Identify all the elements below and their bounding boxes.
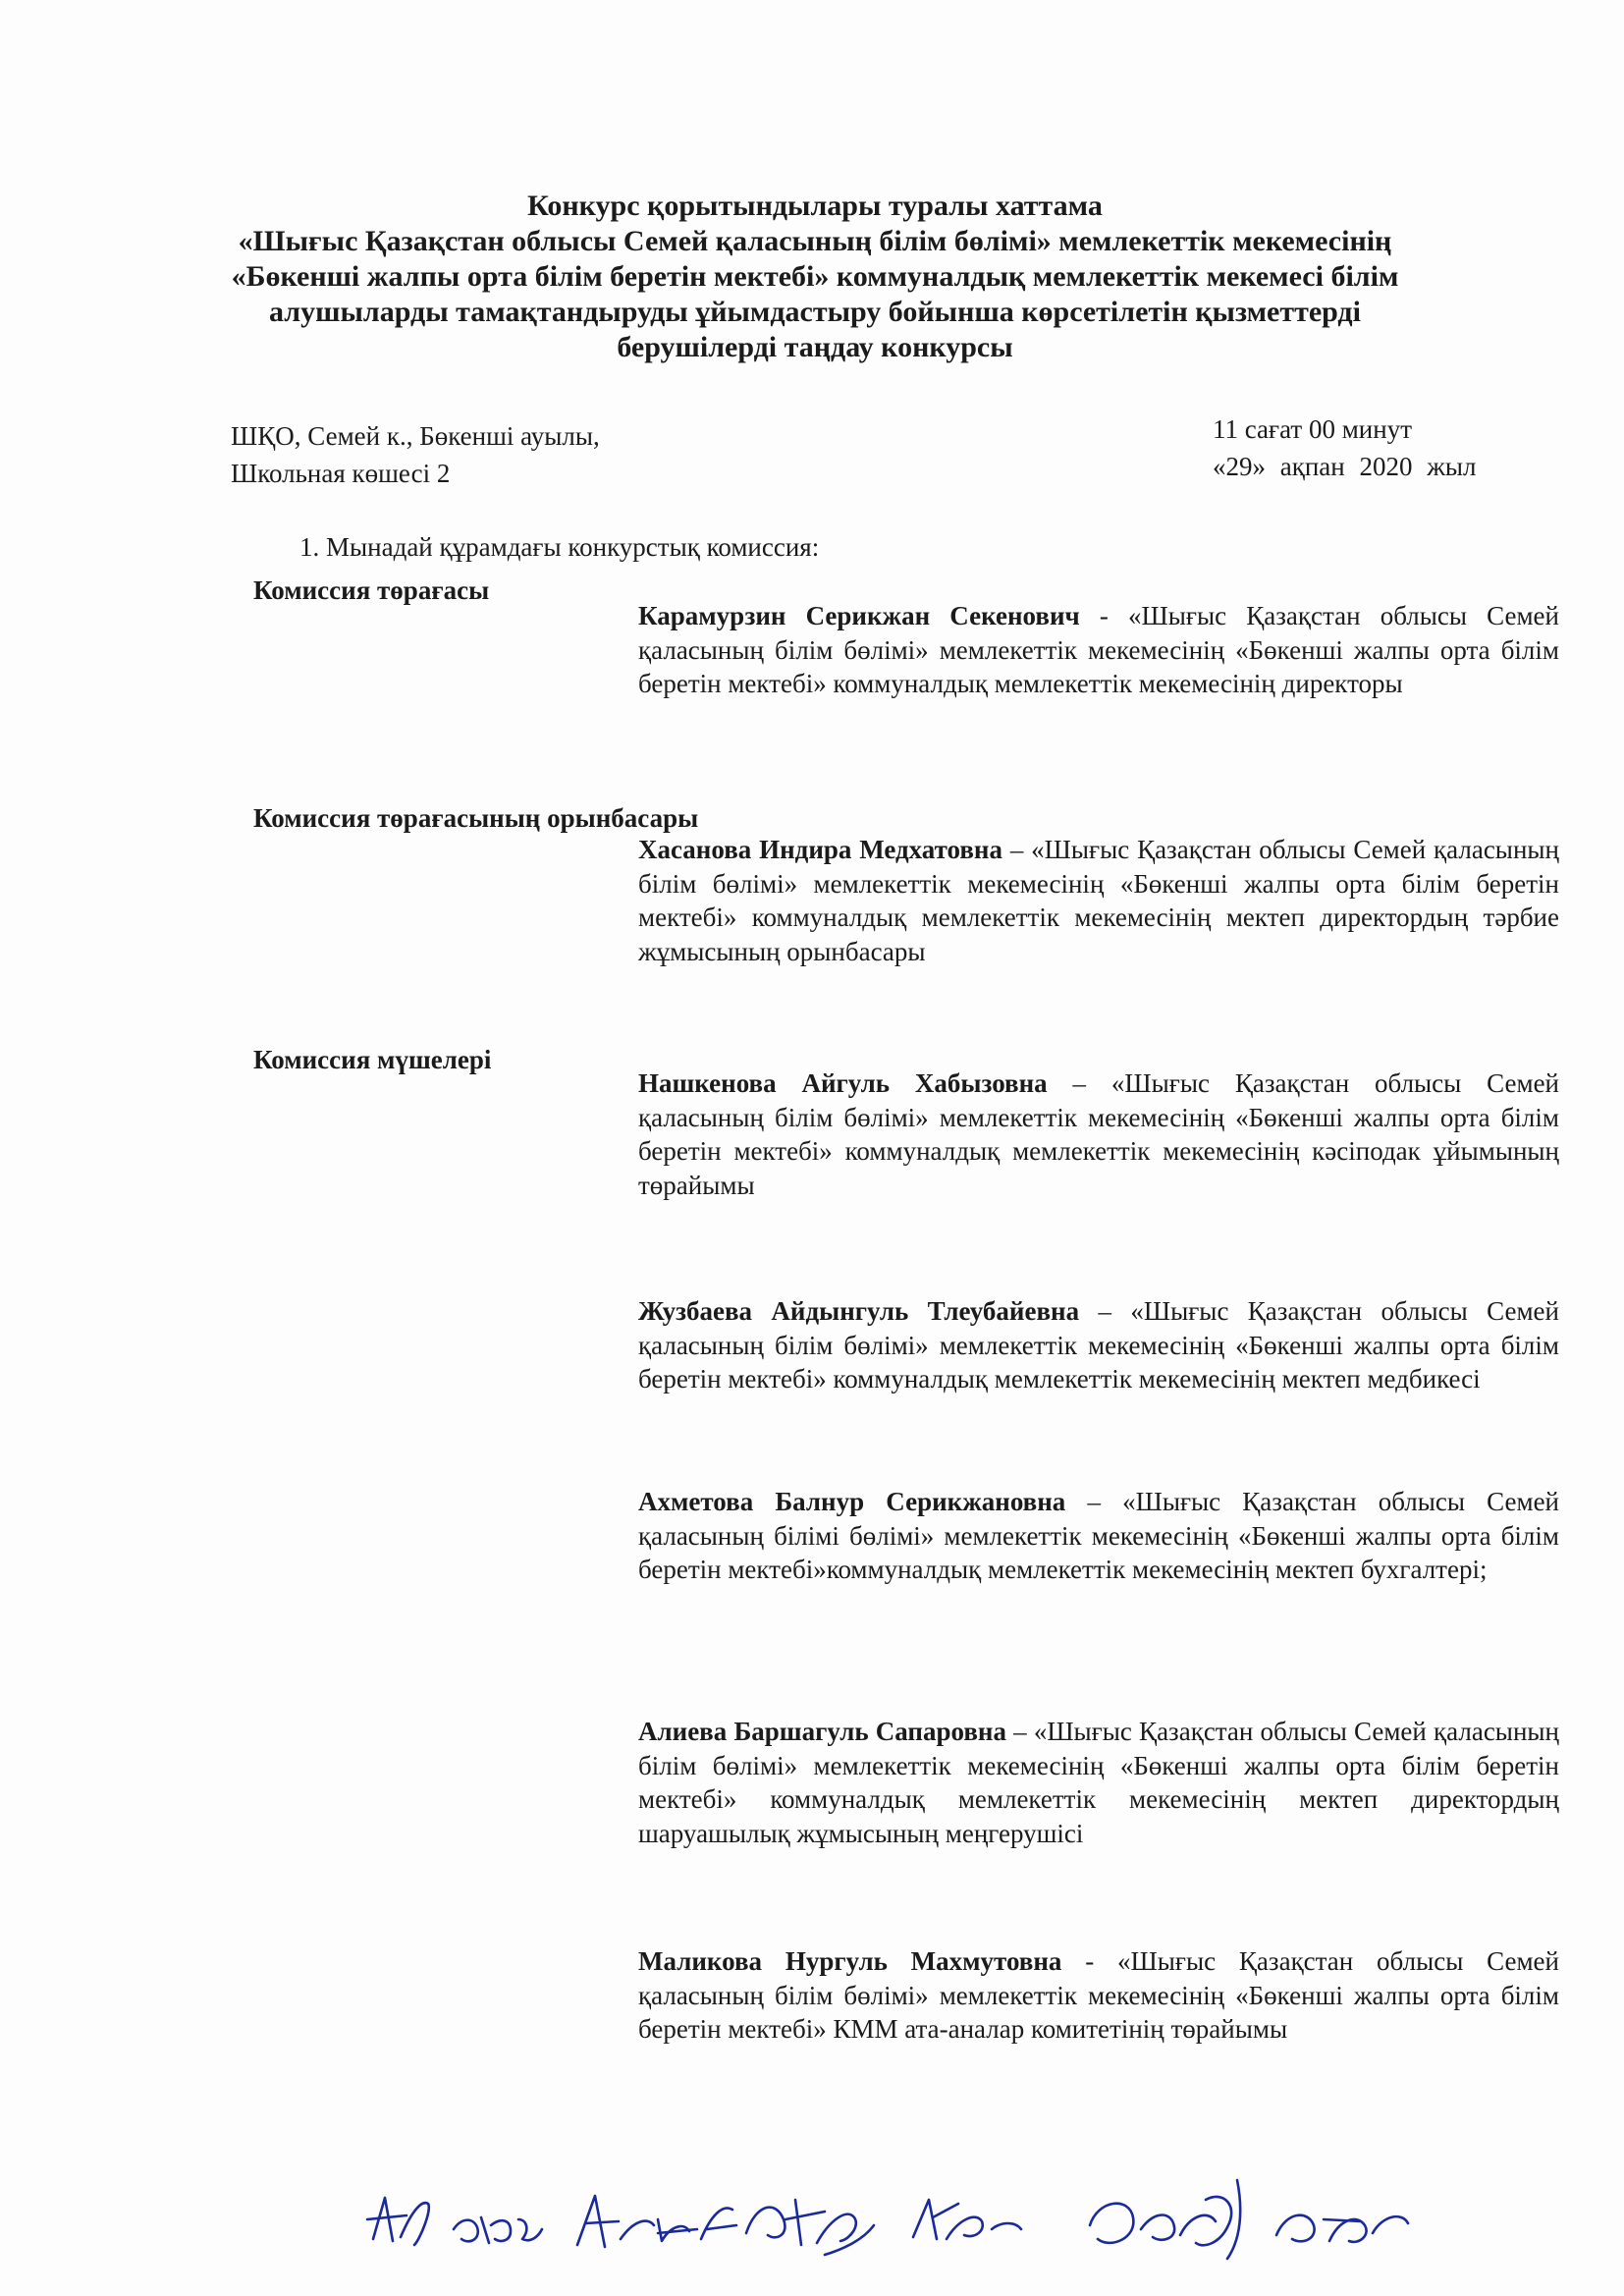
member-description: – «Шығыс Қазақстан облысы Семей қаласының білім бөлімі» мемлекеттік мекемесінің «Бөкенші жалпы орта білім беретін мектебі» коммуналдық мемлекеттік мекемесінің мектеп медбикесі	[638, 1296, 1559, 1394]
member-name: Карамурзин Серикжан Секенович	[638, 601, 1080, 630]
signature-2	[454, 2217, 542, 2243]
signature-4	[746, 2200, 874, 2255]
document-title	[216, 189, 1414, 365]
member-entry	[638, 1066, 1559, 1202]
member-entry	[638, 1715, 1559, 1850]
member-name: Нашкенова Айгуль Хабызовна	[638, 1068, 1048, 1098]
member-entry	[638, 833, 1559, 968]
member-description: - «Шығыс Қазақстан облысы Семей қаласының білім бөлімі» мемлекеттік мекемесінің «Бөкенші жалпы орта білім беретін мектебі» коммуналдық мемлекеттік мекемесінің директоры	[638, 601, 1559, 698]
member-description: – «Шығыс Қазақстан облысы Семей қаласының білімі бөлімі» мемлекеттік мекемесінің «Бөкенші жалпы орта білім беретін мектебі»коммуналдық мемлекеттік мекемесінің мектеп бухгалтері;	[638, 1487, 1559, 1584]
member-name: Жузбаева Айдынгуль Тлеубайевна	[638, 1296, 1080, 1326]
meeting-location	[231, 417, 600, 492]
member-description: – «Шығыс Қазақстан облысы Семей қаласының білім бөлімі» мемлекеттік мекемесінің «Бөкенші жалпы орта білім беретін мектебі» коммуналдық мемлекеттік мекемесінің мектеп директордың шаруашылық жұмысының меңгерушісі	[638, 1717, 1559, 1848]
meeting-time: 11 сағат 00 минут	[1213, 414, 1412, 444]
member-entry	[638, 1485, 1559, 1587]
signature-7	[1276, 2215, 1408, 2242]
meeting-datetime	[1213, 410, 1477, 485]
role-deputy: Комиссия төрағасының орынбасары	[253, 803, 699, 833]
section-heading: 1. Мынадай құрамдағы конкурстық комиссия:	[299, 532, 820, 562]
member-name: Алиева Баршагуль Сапаровна	[638, 1717, 1006, 1746]
member-entry	[638, 599, 1559, 701]
title-line: алушыларды тамақтандыруды ұйымдастыру бойынша көрсетілетін қызметтерді	[269, 296, 1361, 328]
member-entry	[638, 1294, 1559, 1396]
member-name: Маликова Нургуль Махмутовна	[638, 1946, 1062, 1976]
role-members: Комиссия мүшелері	[253, 1045, 492, 1074]
signature-3	[577, 2196, 736, 2247]
signature-5	[913, 2200, 1021, 2239]
member-description: – «Шығыс Қазақстан облысы Семей қаласының білім бөлімі» мемлекеттік мекемесінің «Бөкенші жалпы орта білім беретін мектебі» коммуналдық мемлекеттік мекемесінің кәсіподак ұйымының төрайымы	[638, 1068, 1560, 1200]
member-description: - «Шығыс Қазақстан облысы Семей қаласының білім бөлімі» мемлекеттік мекемесінің «Бөкенші жалпы орта білім беретін мектебі» КММ ата-аналар комитетінің төрайымы	[638, 1946, 1559, 2044]
member-entry	[638, 1944, 1559, 2047]
location-line: ШҚО, Семей к., Бөкенші ауылы,	[231, 421, 600, 451]
signature-6	[1090, 2180, 1240, 2259]
meeting-date: «29» ақпан 2020 жыл	[1213, 452, 1477, 481]
title-line: «Бөкенші жалпы орта білім беретін мектебі» коммуналдық мемлекеттік мекемесі білім	[231, 260, 1399, 293]
title-line: Конкурс қорытындылары туралы хаттама	[527, 190, 1103, 222]
signature-1	[367, 2198, 429, 2245]
member-name: Хасанова Индира Медхатовна	[638, 835, 1002, 864]
member-name: Ахметова Балнур Серикжановна	[638, 1487, 1066, 1516]
role-chair: Комиссия төрағасы	[253, 575, 490, 605]
location-line: Школьная көшесі 2	[231, 459, 451, 488]
title-line: берушілерді таңдау конкурсы	[617, 331, 1013, 363]
title-line: «Шығыс Қазақстан облысы Семей қаласының білім бөлімі» мемлекеттік мекемесінің	[238, 225, 1392, 257]
member-description: – «Шығыс Қазақстан облысы Семей қаласының білім бөлімі» мемлекеттік мекемесінің «Бөкенші жалпы орта білім беретін мектебі» коммуналдық мемлекеттік мекемесінің мектеп директордың тәрбие жұмысының орынбасары	[638, 835, 1559, 966]
signatures	[363, 2160, 1561, 2269]
handwritten-signatures	[363, 2160, 1561, 2269]
